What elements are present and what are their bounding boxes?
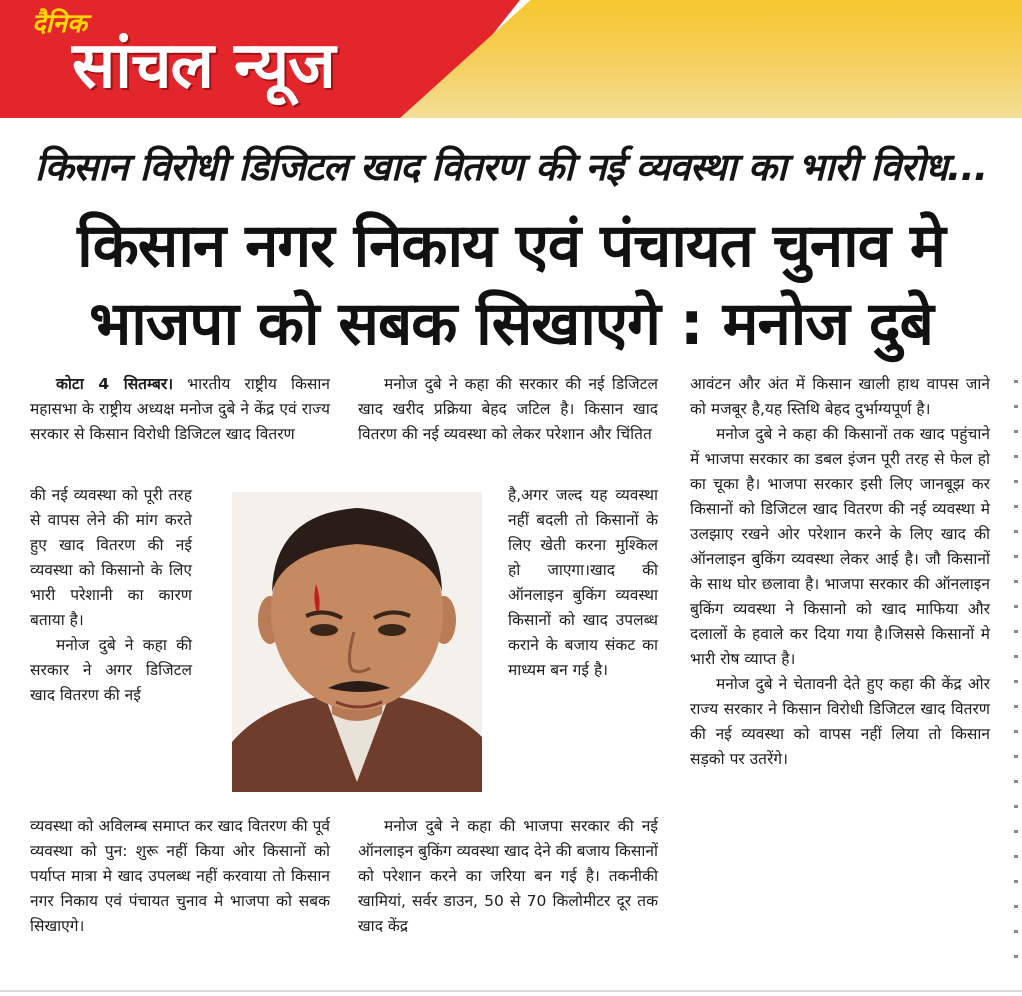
paragraph: की नई व्यवस्था को पूरी तरह से वापस लेने की मांग करते हुए खाद वितरण की नई व्यवस्था को किसानो के लिए भारी परेशानी का कारण बताया है। xyxy=(30,486,192,629)
masthead xyxy=(0,0,1022,118)
brand-prefix: दैनिक xyxy=(32,9,87,39)
page-edge-marks xyxy=(1014,380,1018,960)
column-3 xyxy=(690,372,990,772)
main-headline-line-1: किसान नगर निकाय एवं पंचायत चुनाव मे xyxy=(77,211,945,281)
column-2-top xyxy=(358,372,658,447)
paragraph: मनोज दुबे ने चेतावनी देते हुए कहा की केंद्र ओर राज्य सरकार ने किसान विरोधी डिजिटल खाद वितरण की नई व्यवस्था को वापस नहीं लिया तो किसान सड़को पर उतरेंगे। xyxy=(690,675,990,768)
column-1-bottom xyxy=(30,814,330,939)
portrait-photo xyxy=(232,492,482,792)
paragraph: मनोज दुबे ने कहा की सरकार ने अगर डिजिटल खाद वितरण की नई xyxy=(30,636,192,704)
paragraph: व्यवस्था को अविलम्ब समाप्त कर खाद वितरण की पूर्व व्यवस्था को पुन: शुरू नहीं किया ओर किसानों को पर्याप्त मात्रा मे खाद उपलब्ध नहीं करवाया तो किसान नगर निकाय एवं पंचायत चुनाव मे भाजपा को सबक सिखाएगे। xyxy=(30,817,330,935)
dateline: कोटा 4 सितम्बर। xyxy=(56,375,174,393)
bottom-divider xyxy=(0,990,1022,992)
brand-logo: सांचल न्यूज xyxy=(72,29,335,103)
paragraph: मनोज दुबे ने कहा की किसानों तक खाद पहुंचाने में भाजपा सरकार का डबल इंजन पूरी तरह से फेल हो का चूका है। भाजपा सरकार इसी लिए जानबूझ कर किसानों को डिजिटल खाद वितरण की नई व्यवस्था मे उलझाए रखने ओर परेशान करने के लिए खाद की ऑनलाइन बुकिंग व्यवस्था लेकर आई है। जौ किसानों के साथ घोर छलावा है। भाजपा सरकार की ऑनलाइन बुकिंग व्यवस्था ने किसानो को खाद माफिया और दलालों के हवाले कर दिया गया है।जिससे किसानों मे भारी रोष व्याप्त है। xyxy=(690,425,990,668)
paragraph xyxy=(30,372,330,447)
portrait-illustration xyxy=(232,492,482,792)
column-2-bottom xyxy=(358,814,658,939)
column-2-wrap xyxy=(508,483,658,683)
kicker-headline: किसान विरोधी डिजिटल खाद वितरण की नई व्यवस्था का भारी विरोध... xyxy=(34,145,988,189)
column-1-wrap xyxy=(30,483,192,708)
paragraph: मनोज दुबे ने कहा की सरकार की नई डिजिटल खाद खरीद प्रक्रिया बेहद जटिल है। किसान खाद वितरण की नई व्यवस्था को लेकर परेशान और चिंतित xyxy=(358,375,658,443)
paragraph: है,अगर जल्द यह व्यवस्था नहीं बदली तो किसानों के लिए खेती करना मुश्किल हो जाएगा।खाद की ऑनलाइन बुकिंग व्यवस्था किसानों को खाद उपलब्ध कराने के बजाय संकट का माध्यम बन गई है। xyxy=(508,486,658,679)
paragraph: मनोज दुबे ने कहा की भाजपा सरकार की नई ऑनलाइन बुकिंग व्यवस्था खाद देने की बजाय किसानों को परेशान करने का जरिया बन गई है। तकनीकी खामियां, सर्वर डाउन, 50 से 70 किलोमीटर दूर तक खाद केंद्र xyxy=(358,817,658,935)
main-headline-line-2: भाजपा को सबक सिखाएगे : मनोज दुबे xyxy=(89,289,933,359)
paragraph: आवंटन और अंत में किसान खाली हाथ वापस जाने को मजबूर है,यह स्तिथि बेहद दुर्भाग्यपूर्ण है। xyxy=(690,375,990,418)
column-1-top xyxy=(30,372,330,447)
paragraph-text: भारतीय राष्ट्रीय किसान महासभा के राष्ट्रीय अध्यक्ष मनोज दुबे ने केंद्र एवं राज्य सरकार से किसान विरोधी डिजिटल खाद वितरण xyxy=(30,375,330,443)
